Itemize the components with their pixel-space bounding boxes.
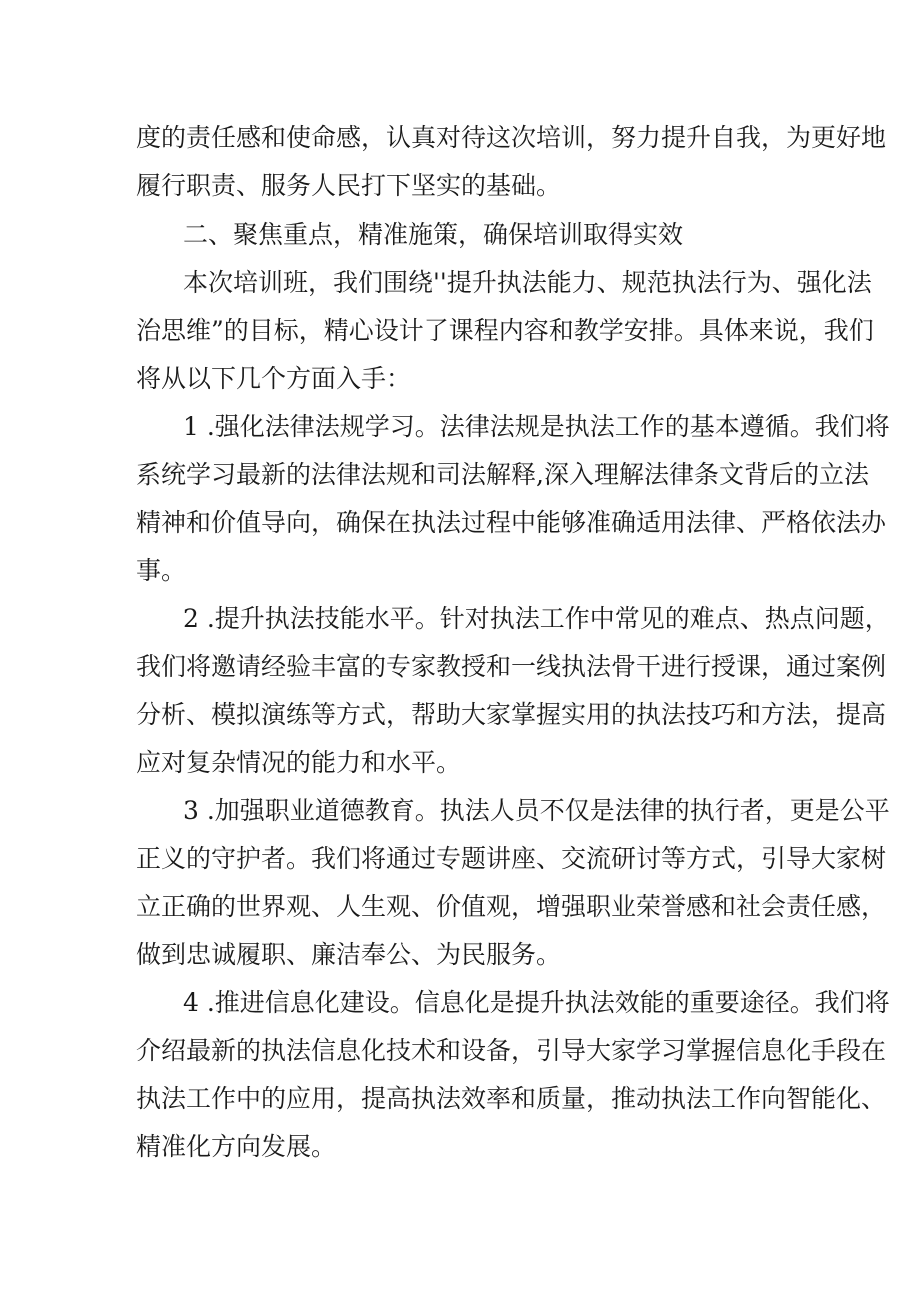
line-text: 精准化方向发展。 bbox=[136, 1132, 337, 1161]
list-item-line bbox=[0, 891, 920, 923]
line-text: 分析、模拟演练等方式，帮助大家掌握实用的执法技巧和方法，提高 bbox=[136, 700, 887, 729]
line-text: 治思维”的目标，精心设计了课程内容和教学安排。具体来说，我们 bbox=[136, 316, 874, 345]
line-text: 将从以下几个方面入手： bbox=[136, 364, 412, 393]
heading-text: 二、聚焦重点，精准施策，确保培训取得实效 bbox=[183, 220, 684, 249]
list-item-line bbox=[0, 939, 920, 971]
list-item-line bbox=[0, 699, 920, 731]
section-heading bbox=[0, 219, 920, 251]
list-item-line bbox=[0, 795, 920, 827]
line-text: 执法工作中的应用，提高执法效率和质量，推动执法工作向智能化、 bbox=[136, 1084, 887, 1113]
list-item-line bbox=[0, 507, 920, 539]
line-text: 立正确的世界观、人生观、价值观，增强职业荣誉感和社会责任感， bbox=[136, 892, 887, 921]
list-item-line bbox=[0, 555, 920, 587]
line-text: 精神和价值导向，确保在执法过程中能够准确适用法律、严格依法办 bbox=[136, 508, 887, 537]
line-text: 1 .强化法律法规学习。法律法规是执法工作的基本遵循。我们将 bbox=[183, 412, 890, 441]
line-text: 事。 bbox=[136, 556, 187, 585]
list-item-line bbox=[0, 843, 920, 875]
list-item-line bbox=[0, 411, 920, 443]
list-item-line bbox=[0, 1083, 920, 1115]
line-text: 应对复杂情况的能力和水平。 bbox=[136, 748, 462, 777]
paragraph-line bbox=[0, 122, 920, 154]
list-item-line bbox=[0, 987, 920, 1019]
list-item-line bbox=[0, 651, 920, 683]
line-text: 度的责任感和使命感，认真对待这次培训，努力提升自我，为更好地 bbox=[136, 123, 887, 152]
list-item-line bbox=[0, 1131, 920, 1163]
line-text: 我们将邀请经验丰富的专家教授和一线执法骨干进行授课，通过案例 bbox=[136, 652, 887, 681]
line-text: 介绍最新的执法信息化技术和设备，引导大家学习掌握信息化手段在 bbox=[136, 1036, 887, 1065]
line-text: 3 .加强职业道德教育。执法人员不仅是法律的执行者，更是公平 bbox=[183, 796, 890, 825]
paragraph-line bbox=[0, 267, 920, 299]
line-text: 正义的守护者。我们将通过专题讲座、交流研讨等方式，引导大家树 bbox=[136, 844, 887, 873]
paragraph-line bbox=[0, 315, 920, 347]
paragraph-line bbox=[0, 170, 920, 202]
line-text: 做到忠诚履职、廉洁奉公、为民服务。 bbox=[136, 940, 562, 969]
line-text: 履行职责、服务人民打下坚实的基础。 bbox=[136, 171, 562, 200]
paragraph-line bbox=[0, 363, 920, 395]
list-item-line bbox=[0, 1035, 920, 1067]
line-text: 本次培训班，我们围绕''提升执法能力、规范执法行为、强化法 bbox=[183, 268, 872, 297]
list-item-line bbox=[0, 603, 920, 635]
list-item-line bbox=[0, 459, 920, 491]
line-text: 4 .推进信息化建设。信息化是提升执法效能的重要途径。我们将 bbox=[183, 988, 890, 1017]
list-item-line bbox=[0, 747, 920, 779]
line-text: 2 .提升执法技能水平。针对执法工作中常见的难点、热点问题， bbox=[183, 604, 890, 633]
line-text: 系统学习最新的法律法规和司法解释,深入理解法律条文背后的立法 bbox=[136, 460, 869, 489]
